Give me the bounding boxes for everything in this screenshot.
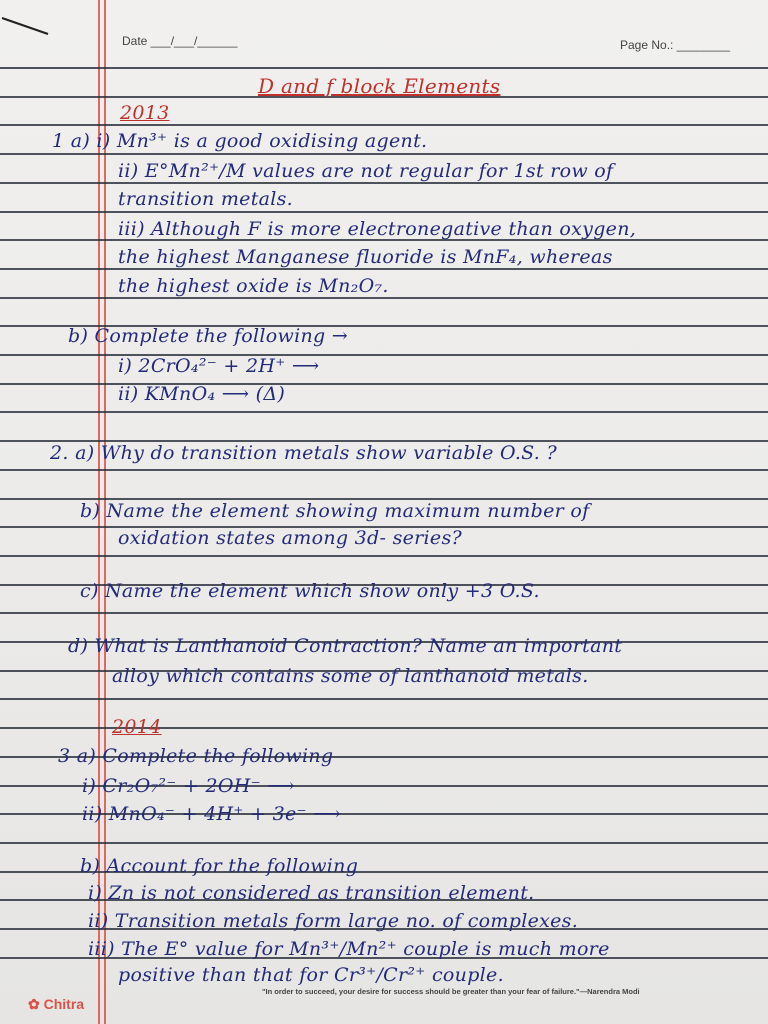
rule-line [0,153,768,155]
question-line: oxidation states among 3d- series? [118,527,462,549]
rule-line [0,124,768,126]
question-line: c) Name the element which show only +3 O.S. [80,580,540,602]
question-line: b) Account for the following [80,855,359,877]
question-line: i) 2CrO₄²⁻ + 2H⁺ ⟶ [118,355,320,377]
question-line: ii) E°Mn²⁺/M values are not regular for 1st row of [118,160,614,182]
question-line: 2. a) Why do transition metals show variable O.S. ? [50,442,557,464]
page-title: D and f block Elements [258,74,501,98]
question-line: ii) MnO₄⁻ + 4H⁺ + 3e⁻ ⟶ [82,803,341,825]
footer-quote: "In order to succeed, your desire for success should be greater than your fear of failure."—Narendra Modi [262,987,640,996]
rule-line [0,354,768,356]
date-label: Date ___/___/______ [122,34,238,48]
question-line: positive than that for Cr³⁺/Cr²⁺ couple. [118,964,504,986]
page-number-label: Page No.: ________ [620,38,731,52]
question-line: 3 a) Complete the following [58,745,334,767]
rule-line [0,698,768,700]
rule-line [0,383,768,385]
question-line: alloy which contains some of lanthanoid metals. [112,665,589,687]
brand-logo [28,996,84,1013]
year-heading-2014: 2014 [112,716,162,738]
question-line: 1 a) i) Mn³⁺ is a good oxidising agent. [52,130,428,152]
question-line: i) Cr₂O₇²⁻ + 2OH⁻ ⟶ [82,775,295,797]
year-heading-2013: 2013 [120,102,170,124]
question-line: transition metals. [118,188,294,210]
question-line: the highest oxide is Mn₂O₇. [118,275,389,297]
rule-line [0,612,768,614]
question-line: iii) Although F is more electronegative than oxygen, [118,218,637,240]
rule-line [0,469,768,471]
flower-icon: ✿ [28,996,40,1012]
rule-line [0,67,768,69]
question-line: ii) KMnO₄ ⟶ (Δ) [118,383,286,405]
rule-line [0,211,768,213]
rule-line [0,555,768,557]
question-line: ii) Transition metals form large no. of complexes. [88,910,579,932]
question-line: b) Name the element showing maximum number of [80,500,590,522]
brand-name: Chitra [43,996,85,1012]
rule-line [0,411,768,413]
rule-line [0,842,768,844]
question-line: iii) The E° value for Mn³⁺/Mn²⁺ couple is much more [88,938,610,960]
rule-line [0,182,768,184]
question-line: b) Complete the following → [68,325,349,347]
rule-line [0,297,768,299]
question-line: i) Zn is not considered as transition element. [88,882,535,904]
rule-line [0,268,768,270]
question-line: the highest Manganese fluoride is MnF₄, whereas [118,246,613,268]
pen-scratch-mark [0,10,60,40]
question-line: d) What is Lanthanoid Contraction? Name an important [68,635,623,657]
